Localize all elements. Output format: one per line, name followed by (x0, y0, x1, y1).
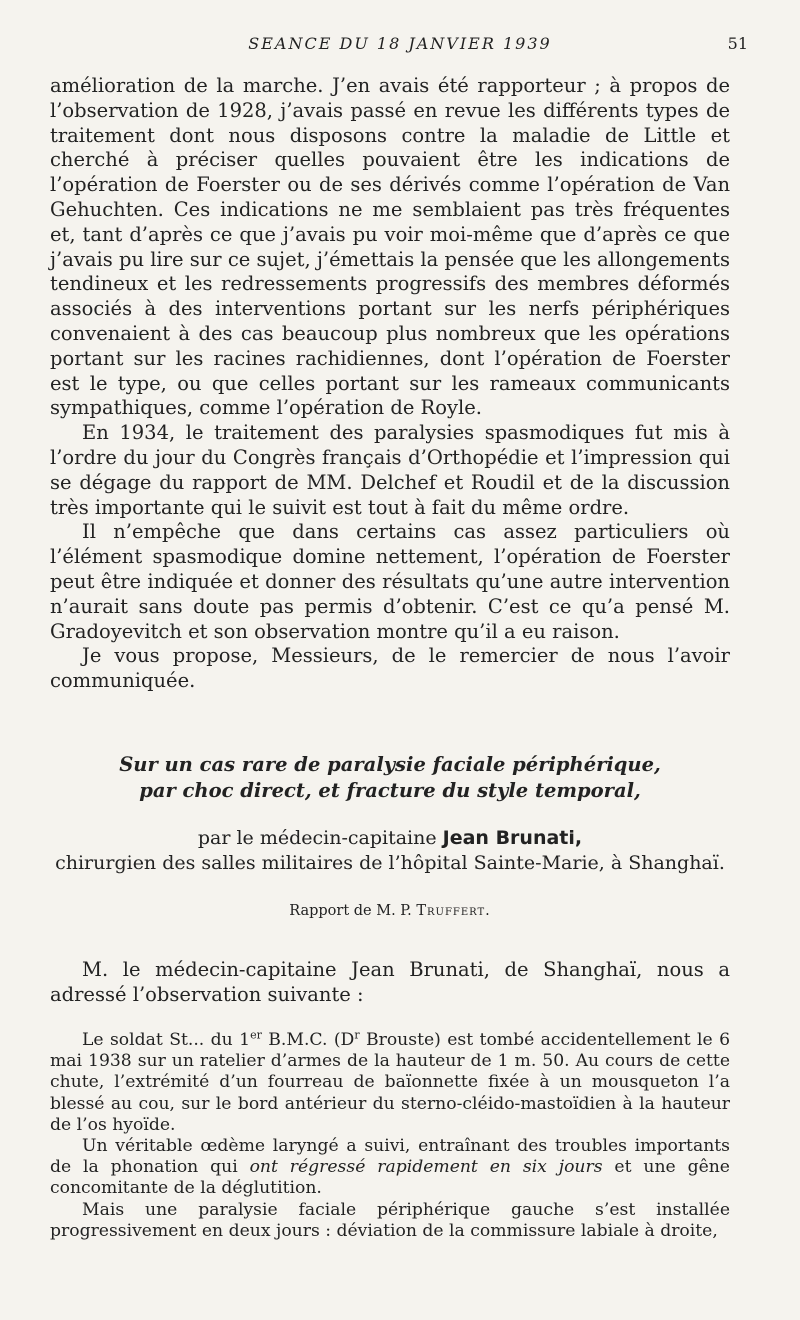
article-title-line: Sur un cas rare de paralysie faciale périphérique, (119, 753, 661, 776)
text-run: Un véritable œdème laryngé a suivi, entraînant des troubles importants de la phonation qui (50, 1136, 730, 1178)
paragraph: Je vous propose, Messieurs, de le remercier de nous l’avoir communiquée. (50, 644, 730, 693)
text-run: Le soldat St... du 1 (82, 1030, 251, 1050)
observation-text (50, 1030, 730, 1242)
paragraph: Mais une paralysie faciale périphérique gauche s’est installée progressivement en deux jours : déviation de la commissure labiale à droite, (50, 1199, 730, 1241)
author-prefix: par le médecin-capitaine (197, 827, 443, 849)
author-affiliation: chirurgien des salles militaires de l’hôpital Sainte-Marie, à Shanghaï. (55, 852, 725, 874)
paragraph (50, 1136, 730, 1200)
page-number: 51 (727, 34, 748, 53)
paragraph: Il n’empêche que dans certains cas assez particuliers où l’élément spasmodique domine nettement, l’opération de Foerster peut être indiquée et donner des résultats qu’une autre intervention n’aurait sans doute pas permis d’obtenir. C’est ce qu’a pensé M. Gradoyevitch et son observation montre qu’il a eu raison. (50, 520, 730, 643)
text-run: B.M.C. (D (261, 1030, 355, 1050)
report-byline (50, 903, 730, 919)
paragraph: M. le médecin-capitaine Jean Brunati, de Shanghaï, nous a adressé l’observation suivante : (50, 958, 730, 1006)
previous-report-text (50, 74, 730, 694)
running-head (50, 34, 750, 58)
paragraph: amélioration de la marche. J’en avais été rapporteur ; à propos de l’observation de 1928, j’avais passé en revue les différents types de traitement dont nous disposons contre la maladie de Little et cherché à préciser quelles pouvaient être les indications de l’opération de Foerster ou de ses dérivés comme l’opération de Van Gehuchten. Ces indications ne me semblaient pas très fréquentes et, tant d’après ce que j’avais pu voir moi-même que d’après ce que j’avais pu lire sur ce sujet, j’émettais la pensée que les allongements tendineux et les redressements progressifs des membres déformés associés à des interventions portant sur les nerfs périphériques convenaient à des cas beaucoup plus nombreux que les opérations portant sur les racines rachidiennes, dont l’opération de Foerster est le type, ou que celles portant sur les rameaux communicants sympathiques, comme l’opération de Royle. (50, 74, 730, 420)
article-title-line: par choc direct, et fracture du style temporal, (139, 779, 641, 802)
paragraph: En 1934, le traitement des paralysies spasmodiques fut mis à l’ordre du jour du Congrès français d’Orthopédie et l’impression qui se dégage du rapport de MM. Delchef et Roudil et de la discussion très importante qui le suivit est tout à fait du même ordre. (50, 421, 730, 519)
author-block (50, 826, 730, 876)
article-title (50, 752, 730, 804)
superscript: er (250, 1028, 262, 1042)
article-intro (50, 958, 730, 1008)
text-run: et une gêne concomitante de la déglutition. (50, 1157, 730, 1199)
report-author: Truffert. (416, 903, 491, 919)
italic-text: ont régressé rapidement en six jours (249, 1157, 603, 1178)
author-line (50, 826, 730, 851)
report-prefix: Rapport de M. P. (289, 903, 417, 919)
text-run: Brouste) est tombé accidentellement le 6 mai 1938 sur un ratelier d’armes de la hauteur de 1 m. 50. Au cours de cette chute, l’extrémité d’un fourreau de baïonnette fixée à un mousqueton l’a blessé au cou, sur le bord antérieur du sterno-cléido-mastoïdien à la hauteur de l’os hyoïde. (50, 1030, 731, 1135)
author-name: Jean Brunati, (442, 827, 583, 849)
superscript: r (354, 1028, 360, 1042)
running-head-title: SEANCE DU 18 JANVIER 1939 (248, 34, 552, 53)
paragraph (50, 1030, 730, 1136)
